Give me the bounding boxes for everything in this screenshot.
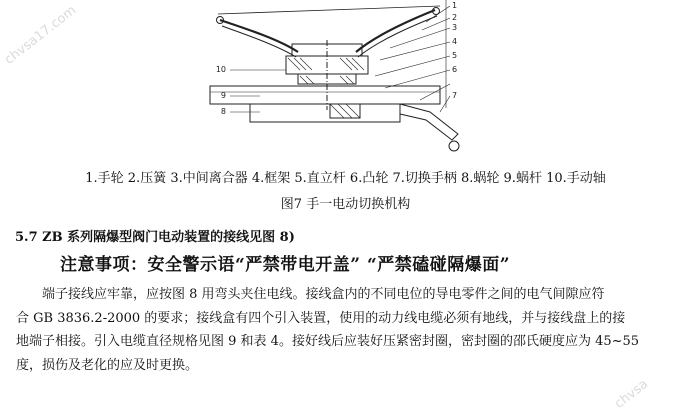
paragraph-line-4: 度，损伤及老化的应及时更换。 [16, 357, 199, 373]
leader-lines-right [375, 6, 450, 112]
safety-notice: 注意事项：安全警示语“严禁带电开盖” “严禁磕碰隔爆面” [60, 255, 511, 275]
callout-8: 8 [220, 107, 226, 116]
callout-5: 5 [452, 51, 458, 60]
handwheel-spoke-right [356, 10, 435, 52]
watermark-right: chvsa [612, 376, 652, 412]
callout-9: 9 [220, 91, 226, 100]
figure-caption: 图7 手一电动切换机构 [280, 197, 411, 212]
switch-handle [400, 104, 458, 140]
callout-2: 2 [452, 13, 458, 22]
paragraph-line-3: 地端子相接。引入电缆直径规格见图 9 和表 4。接好线后应装好压紧密封圈，密封圈的邵氏硬度应为 45~55 [16, 334, 640, 349]
worm-gear-housing [250, 104, 400, 122]
handwheel-spoke-left [220, 20, 298, 52]
drawing-svg [190, 0, 490, 162]
paragraph-line-1: 端子接线应牢靠，应按图 8 用弯头夹住电线。接线盒内的不同电位的导电零件之间的电气间隙应符 [42, 287, 605, 302]
section-heading: 5.7 ZB 系列隔爆型阀门电动装置的接线见图 8) [15, 230, 295, 245]
switching-mechanism-drawing [190, 0, 490, 162]
callout-1: 1 [452, 1, 458, 10]
watermark-left: chvsa17.com [2, 2, 80, 68]
handwheel-spoke-left-inner [222, 26, 296, 57]
callout-3: 3 [452, 23, 458, 32]
frame [210, 86, 440, 104]
handwheel-top-rim [218, 6, 440, 14]
body-paragraph [16, 283, 680, 377]
callout-7: 7 [452, 91, 458, 100]
switch-handle-knob [449, 141, 459, 151]
hatch-hub [288, 58, 364, 70]
figure-legend: 1.手轮 2.压簧 3.中间离合器 4.框架 5.直立杆 6.凸轮 7.切换手柄 8.蜗轮 9.蜗杆 10.手动轴 [85, 171, 606, 186]
callout-4: 4 [452, 37, 458, 46]
paragraph-line-2: 合 GB 3836.2-2000 的要求；接线盒有四个引入装置，使用的动力线电缆必须有地线，并与接线盘上的接 [16, 310, 626, 326]
leader-lines-left [230, 70, 286, 112]
callout-10: 10 [215, 65, 226, 74]
callout-6: 6 [452, 65, 458, 74]
